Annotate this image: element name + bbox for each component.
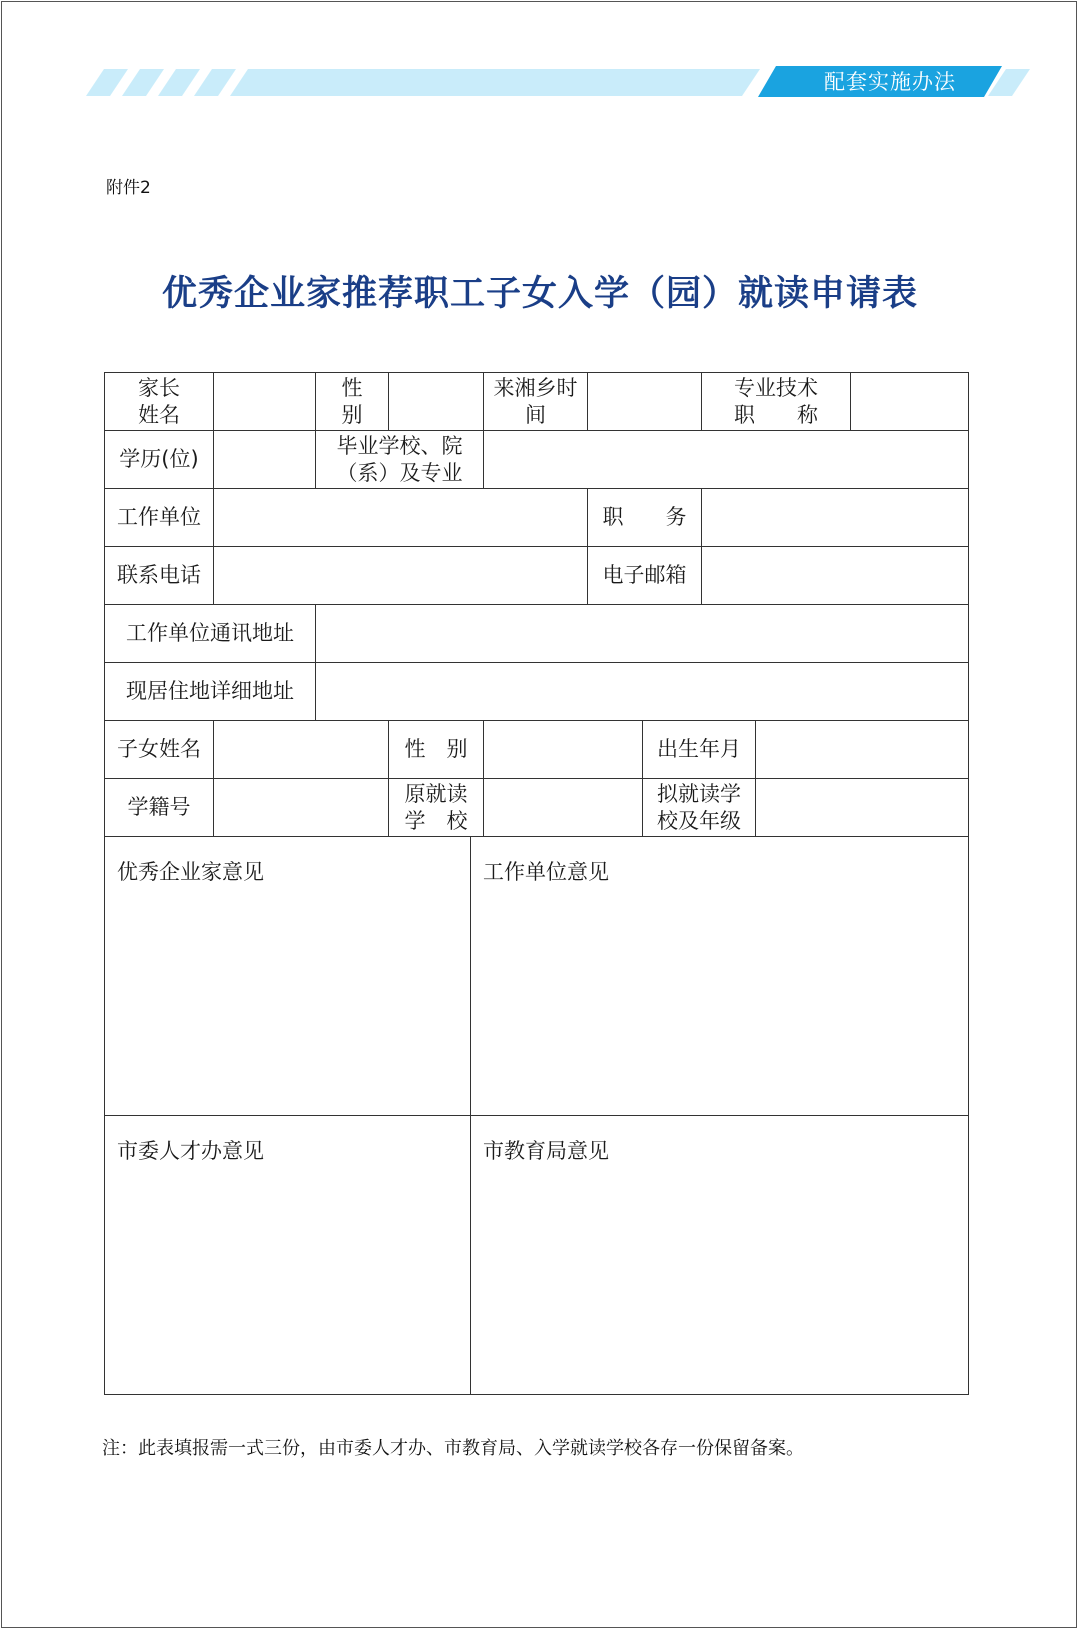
field-position[interactable]: [702, 489, 969, 547]
form-row-school: [105, 779, 969, 837]
form-row-opinions-1: [105, 837, 969, 1116]
opinion-talent-office-box[interactable]: [105, 1116, 471, 1395]
opinion-education-bureau-box[interactable]: [471, 1116, 969, 1395]
attachment-label: 附件2: [106, 178, 151, 198]
opinion-entrepreneur-box[interactable]: [105, 837, 471, 1116]
label-employer: 工作单位: [105, 489, 214, 547]
opinion-employer-label: 工作单位意见: [483, 860, 609, 884]
field-professional-title[interactable]: [851, 373, 969, 431]
label-email: 电子邮箱: [588, 547, 702, 605]
label-original-school: 原就读 学 校: [389, 779, 484, 837]
field-employer[interactable]: [214, 489, 588, 547]
form-row-contact: [105, 547, 969, 605]
form-row-parent: [105, 373, 969, 431]
field-home-address[interactable]: [316, 663, 969, 721]
label-professional-title: 专业技术 职 称: [702, 373, 851, 431]
field-graduation-school[interactable]: [484, 431, 969, 489]
application-form-table: [104, 372, 969, 1395]
field-intended-school[interactable]: [756, 779, 969, 837]
label-arrival-time: 来湘乡时 间: [484, 373, 588, 431]
footnote: 注：此表填报需一式三份，由市委人才办、市教育局、入学就读学校各存一份保留备案。: [102, 1438, 804, 1459]
form-row-employer: [105, 489, 969, 547]
form-row-child: [105, 721, 969, 779]
field-parent-name[interactable]: [214, 373, 316, 431]
field-arrival-time[interactable]: [588, 373, 702, 431]
page-title: 优秀企业家推荐职工子女入学（园）就读申请表: [161, 274, 918, 314]
section-label: 配套实施办法: [824, 70, 956, 94]
label-intended-school: 拟就读学 校及年级: [643, 779, 756, 837]
field-email[interactable]: [702, 547, 969, 605]
label-birth-date: 出生年月: [643, 721, 756, 779]
form-row-employer-address: [105, 605, 969, 663]
form-row-home-address: [105, 663, 969, 721]
label-graduation-school: 毕业学校、院 （系）及专业: [316, 431, 484, 489]
label-phone: 联系电话: [105, 547, 214, 605]
label-parent-name: 家长 姓名: [105, 373, 214, 431]
label-home-address: 现居住地详细地址: [105, 663, 316, 721]
label-position: 职 务: [588, 489, 702, 547]
field-child-name[interactable]: [214, 721, 389, 779]
field-original-school[interactable]: [484, 779, 643, 837]
label-gender: 性 别: [316, 373, 389, 431]
field-employer-address[interactable]: [316, 605, 969, 663]
form-row-opinions-2: [105, 1116, 969, 1395]
opinion-education-bureau-label: 市教育局意见: [483, 1139, 609, 1163]
label-student-id: 学籍号: [105, 779, 214, 837]
field-birth-date[interactable]: [756, 721, 969, 779]
field-phone[interactable]: [214, 547, 588, 605]
form-row-education: [105, 431, 969, 489]
label-employer-address: 工作单位通讯地址: [105, 605, 316, 663]
label-education: 学历(位): [105, 431, 214, 489]
field-student-id[interactable]: [214, 779, 389, 837]
opinion-employer-box[interactable]: [471, 837, 969, 1116]
label-child-name: 子女姓名: [105, 721, 214, 779]
label-child-gender: 性 别: [389, 721, 484, 779]
opinion-talent-office-label: 市委人才办意见: [117, 1139, 264, 1163]
opinion-entrepreneur-label: 优秀企业家意见: [117, 860, 264, 884]
field-education[interactable]: [214, 431, 316, 489]
field-gender[interactable]: [389, 373, 484, 431]
field-child-gender[interactable]: [484, 721, 643, 779]
